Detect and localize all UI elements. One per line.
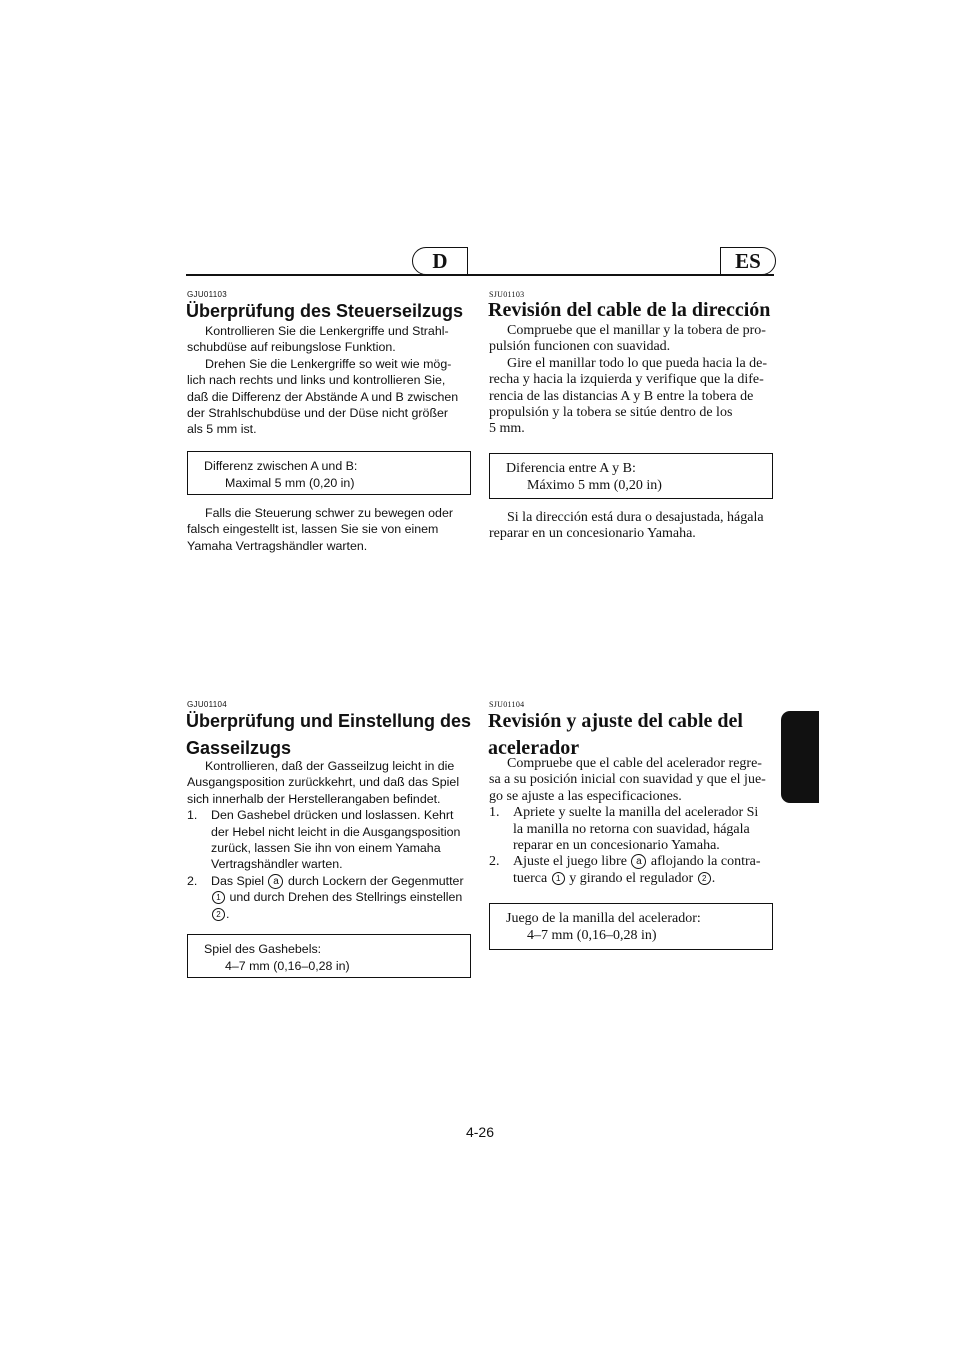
spec-box: Diferencia entre A y B: Máximo 5 mm (0,20 in) (489, 453, 773, 499)
callout-1-icon: 1 (212, 891, 225, 904)
language-badge-es: ES (720, 247, 776, 275)
section-title: Revisión del cable de la dirección (488, 299, 771, 321)
header-rule (186, 274, 774, 276)
section-title: Überprüfung und Einstellung des Gasseilzugs (186, 711, 471, 758)
spec-box: Differenz zwischen A und B: Maximal 5 mm (0,20 in) (187, 451, 471, 495)
paragraph: Falls die Steuerung schwer zu bewegen oder falsch eingestellt ist, lassen Sie sie von einem Yamaha Vertragshändler warten. (187, 506, 453, 553)
language-badge-de: D (412, 247, 468, 275)
callout-2-icon: 2 (698, 872, 711, 885)
list-item: 2. Das Spiel a durch Lockern der Gegenmutter 1 und durch Drehen des Stellrings einstellen 2 . (187, 873, 464, 921)
section-code: SJU01103 (489, 290, 525, 299)
list-item: 1. Den Gashebel drücken und loslassen. Kehrt der Hebel nicht leicht in die Ausgangsposition zurück, lassen Sie ihn von einem Yamaha Vertragshändler warten. (187, 808, 461, 872)
paragraph: Kontrollieren Sie die Lenkergriffe und Strahl- schubdüse auf reibungslose Funktion. Drehen Sie die Lenkergriffe so weit wie mög- lich nach rechts und links und kontrollieren Sie, daß die Differenz der Abstände A und B zwischen der Strahlschubdüse und der Düse nicht größer als 5 mm ist. (187, 324, 459, 437)
paragraph: Kontrollieren, daß der Gasseilzug leicht in die Ausgangsposition zurückkehrt, und daß das Spiel sich innerhalb der Herstellerangaben befindet. 1. Den Gashebel drücken und loslassen. Kehrt der Hebel nicht leicht in die Ausgangsposition zurück, lassen Sie ihn von einem Yamaha Vertragshändler warten. 2. Das Spiel a durch Lockern der Gegenmutter 1 und durch Drehen des Stellrings einstellen 2 . (187, 758, 477, 922)
section-title: Überprüfung des Steuerseilzugs (186, 301, 464, 321)
list-item: 2. Ajuste el juego libre a aflojando la contra- tuerca 1 y girando el regulador 2 . (489, 854, 761, 886)
paragraph: Compruebe que el manillar y la tobera de pro- pulsión funcionen con suavidad. Gire el manillar todo lo que pueda hacia la de- recha y hacia la izquierda y verifique que la dife- rencia de las distancias A y B entre la tobera de propulsión y la tobera se sitúe dentro de los 5 mm. (489, 323, 768, 437)
section-code: GJU01103 (187, 290, 228, 299)
callout-2-icon: 2 (212, 908, 225, 921)
section-title: Revisión y ajuste del cable del acelerador (488, 710, 743, 759)
list-item: 1. Apriete y suelte la manilla del acelerador Si la manilla no retorna con suavidad, hágala reparar en un concesionario Yamaha. (489, 805, 759, 854)
section-code: GJU01104 (187, 700, 228, 709)
chapter-thumb-tab (781, 711, 819, 803)
callout-1-icon: 1 (552, 872, 565, 885)
callout-a-icon: a (631, 854, 646, 869)
section-code: SJU01104 (489, 700, 525, 709)
callout-a-icon: a (268, 874, 283, 889)
spec-box: Spiel des Gashebels: 4–7 mm (0,16–0,28 in) (187, 934, 471, 978)
page-number: 4-26 (465, 1124, 495, 1140)
paragraph: Si la dirección está dura o desajustada, hágala reparar en un concesionario Yamaha. (489, 510, 764, 542)
paragraph: Compruebe que el cable del acelerador regre- sa a su posición inicial con suavidad y que el jue- go se ajuste a las especificaciones. 1. Apriete y suelte la manilla del acelerador Si la manilla no retorna con suavidad, hágala reparar en un concesionario Yamaha. 2. Ajuste el juego libre a aflojando la contra- tuerca 1 y girando el regulador 2 . (489, 756, 773, 887)
spec-box: Juego de la manilla del acelerador: 4–7 mm (0,16–0,28 in) (489, 903, 773, 950)
